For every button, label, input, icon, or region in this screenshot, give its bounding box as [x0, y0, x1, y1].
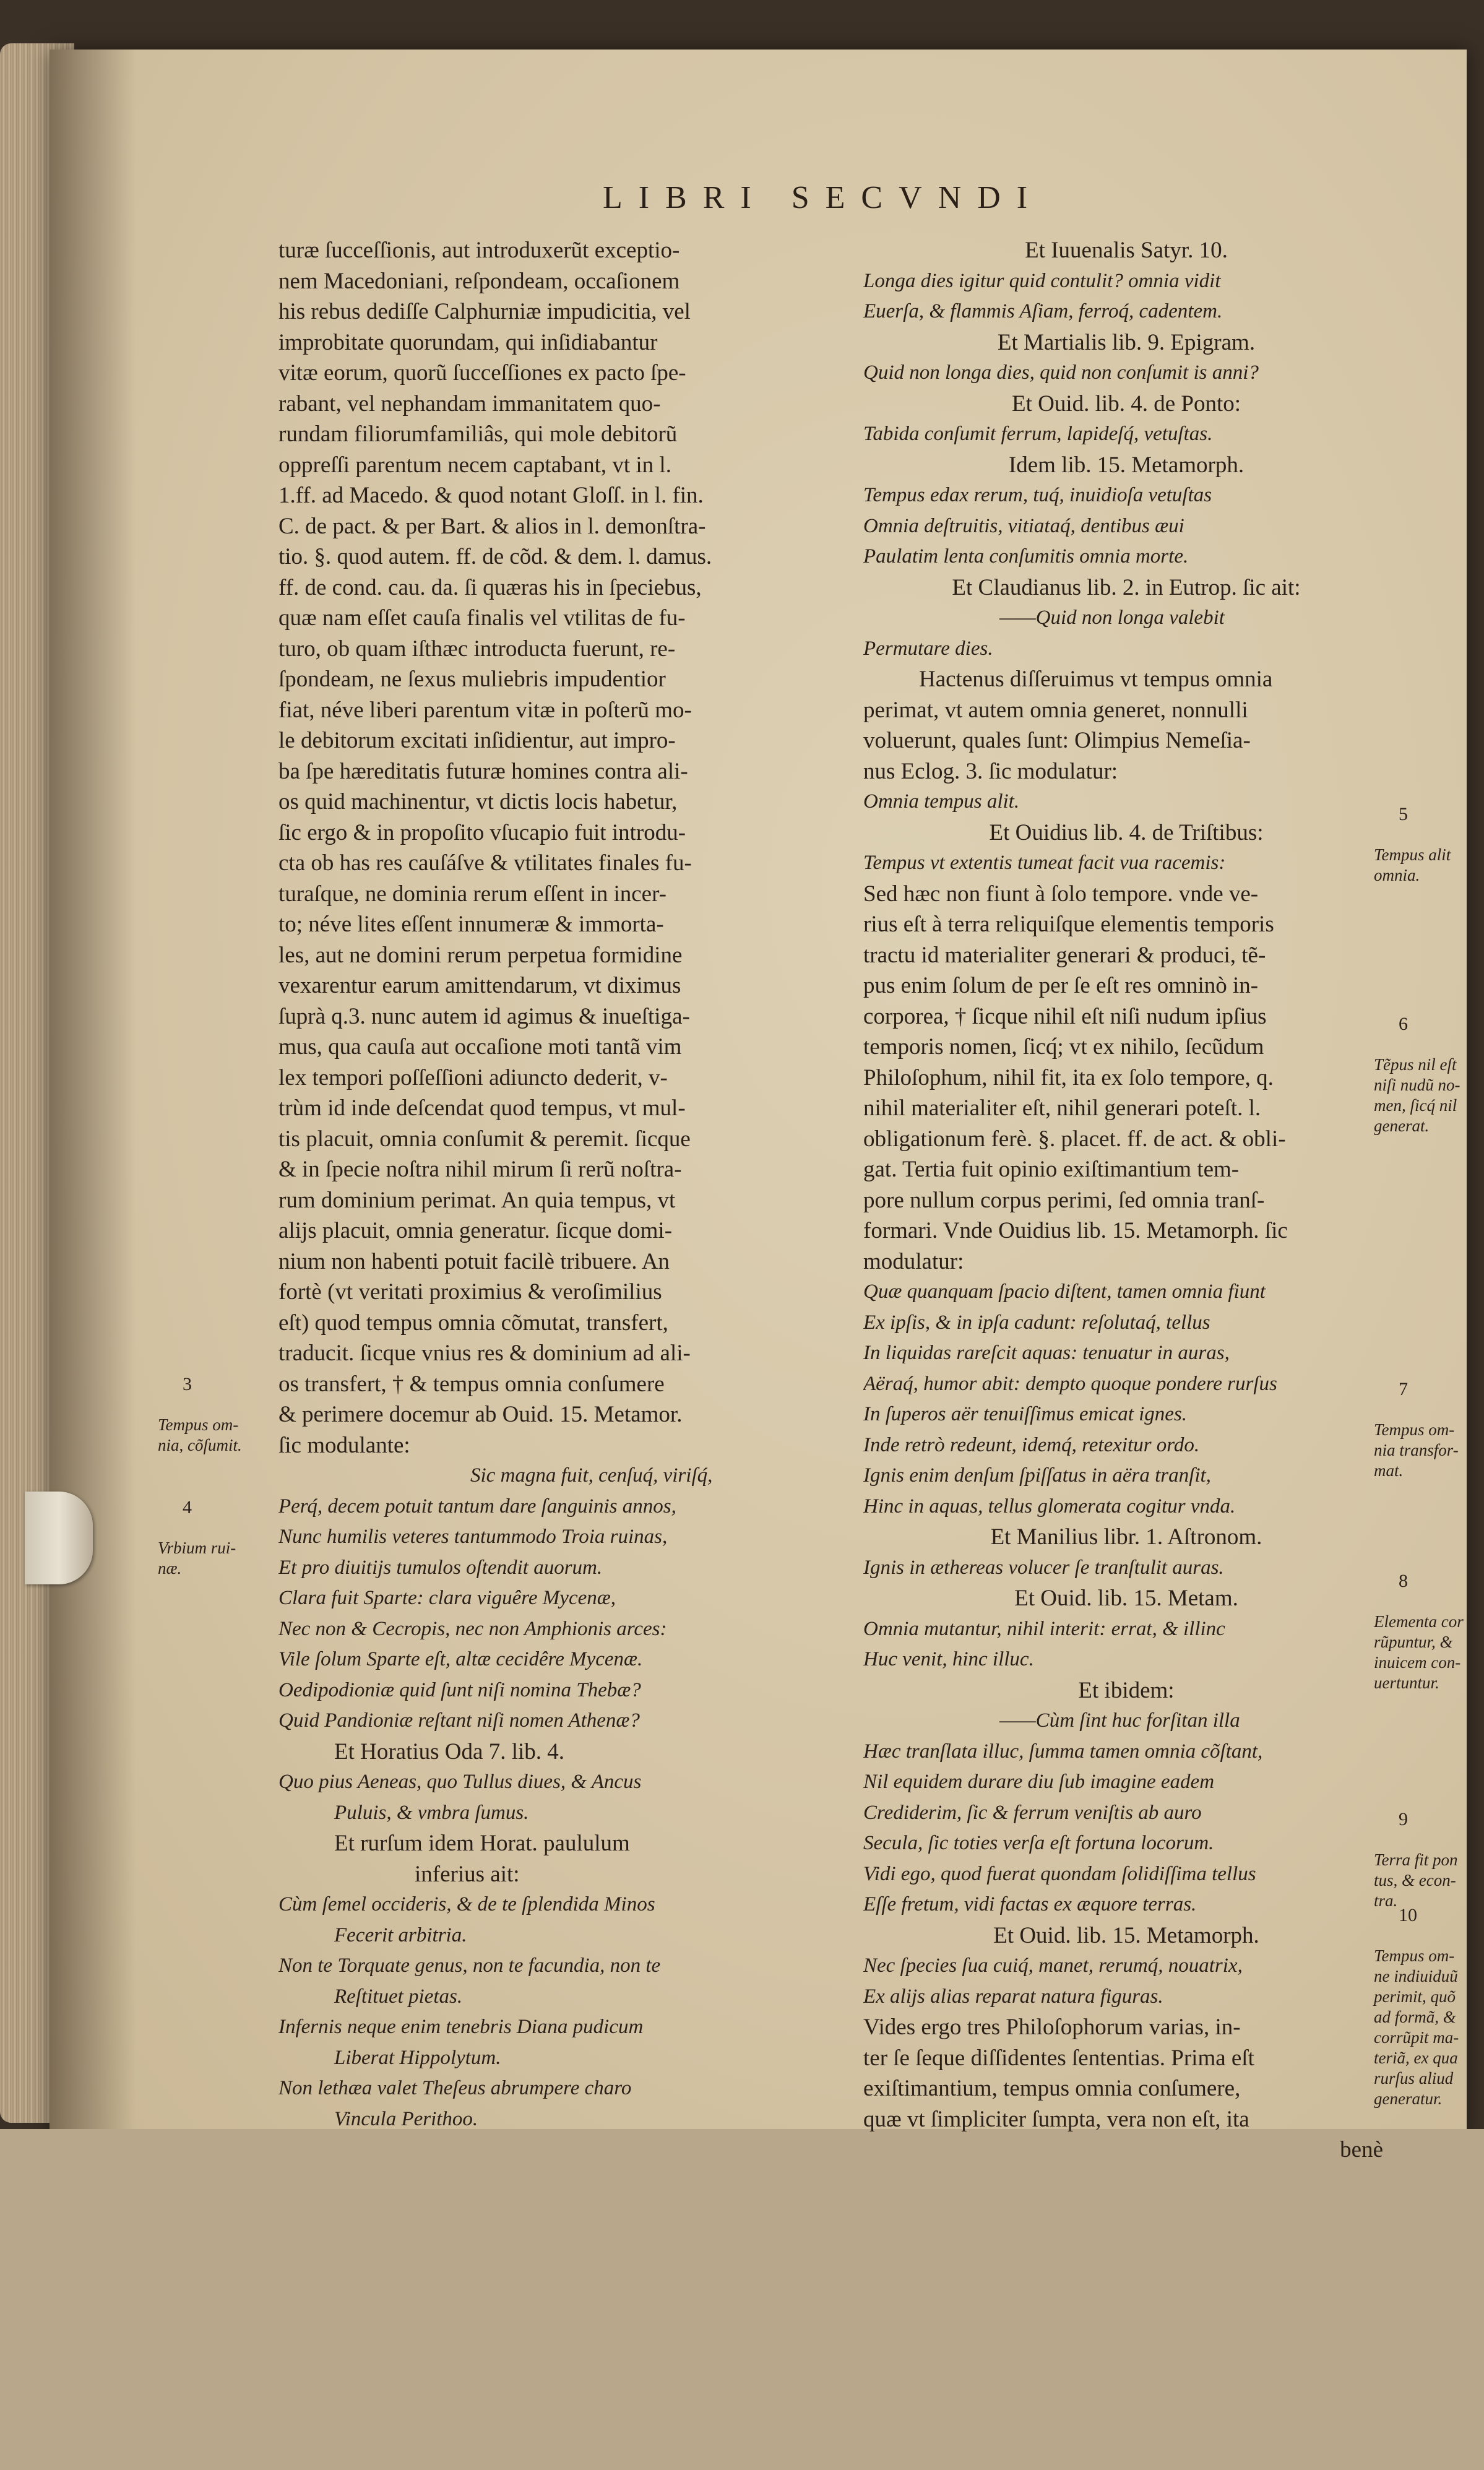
text-line: exiſtimantium, tempus omnia conſumere,: [863, 2076, 1241, 2101]
text-line: Tabida conſumit ferrum, lapideſq́, vetuſtas.: [863, 423, 1213, 445]
text-line: Longa dies igitur quid contulit? omnia vidit: [863, 269, 1221, 292]
text-line: ſic ergo & in propoſito vſucapio fuit introdu-: [278, 819, 686, 845]
text-line: formari. Vnde Ouidius lib. 15. Metamorph. ſic: [863, 1218, 1288, 1243]
note-text: Tempus alit omnia.: [1374, 845, 1451, 884]
text-line: trùm id inde deſcendat quod tempus, vt mul-: [278, 1095, 686, 1121]
text-line: quæ vt ſimpliciter ſumpta, vera non eſt, ita: [863, 2106, 1249, 2132]
text-line: ba ſpe hæreditatis futuræ homines contra ali-: [278, 758, 688, 784]
text-line: oppreſſi parentum necem captabant, vt in l.: [278, 452, 671, 478]
text-line: nium non habenti potuit facilè tribuere. An: [278, 1248, 670, 1274]
text-line: Paulatim lenta conſumitis omnia morte.: [863, 545, 1189, 568]
note-number: 3: [183, 1374, 192, 1394]
text-line: modulatur:: [863, 1248, 964, 1274]
text-line: Tempus vt extentis tumeat facit vua racemis:: [863, 852, 1226, 874]
text-line: pus enim ſolum de per ſe eſt res omninò in-: [863, 973, 1259, 998]
text-line: C. de pact. & per Bart. & alios in l. demonſtra-: [278, 513, 706, 539]
text-line: Aëraq́, humor abit: dempto quoque pondere rurſus: [863, 1372, 1277, 1395]
text-line: Quæ quanquam ſpacio diſtent, tamen omnia fiunt: [863, 1280, 1266, 1303]
text-line: Et Ouid. lib. 15. Metamorph.: [993, 1922, 1259, 1948]
text-line: 1.ff. ad Macedo. & quod notant Gloſſ. in l. fin.: [278, 483, 704, 508]
text-line: In ſuperos aër tenuiſſimus emicat ignes.: [863, 1403, 1188, 1425]
text-line: fortè (vt veritati proximius & veroſimilius: [278, 1279, 662, 1305]
note-text: Tempus om- nia transfor- mat.: [1374, 1420, 1459, 1480]
text-line: gat. Tertia fuit opinio exiſtimantium tem-: [863, 1157, 1240, 1182]
note-text: Tempus om- ne indiuiduũ perimit, quõ ad formã, & corrũpit ma- teriã, ex qua rurſus aliud generatur.: [1374, 1946, 1459, 2108]
text-line: Clara fuit Sparte: clara viguêre Mycenæ,: [278, 1587, 616, 1609]
note-number: 9: [1399, 1809, 1408, 1829]
text-line: lex tempori poſſeſſioni adiuncto dederit, v-: [278, 1064, 668, 1090]
text-line: rundam filiorumfamiliâs, qui mole debitorũ: [278, 421, 678, 447]
text-line: improbitate quorundam, qui inſidiabantur: [278, 329, 658, 355]
text-line: Vidi ego, quod fuerat quondam ſolidiſſima tellus: [863, 1862, 1256, 1885]
text-line: quæ nam eſſet cauſa finalis vel vtilitas de fu-: [278, 605, 686, 631]
page-clip: [25, 1492, 93, 1584]
text-line: Ex ipſis, & in ipſa cadunt: reſolutaq́, tellus: [863, 1311, 1210, 1334]
text-line: temporis nomen, ſicq́; vt ex nihilo, ſecũdum: [863, 1034, 1264, 1060]
text-line: tractu id materialiter generari & produci, tẽ-: [863, 942, 1266, 968]
text-line: ter ſe ſeque diſſidentes ſententias. Prima eſt: [863, 2045, 1254, 2071]
text-line: Non te Torquate genus, non te facundia, non te: [278, 1954, 661, 1977]
text-line: ——Quid non longa valebit: [999, 607, 1225, 629]
text-line: inferius ait:: [415, 1861, 520, 1887]
text-line: vexarentur earum amittendarum, vt diximus: [278, 973, 681, 998]
text-line: Hinc in aquas, tellus glomerata cogitur vnda.: [863, 1495, 1236, 1518]
text-line: os quid machinentur, vt dictis locis habetur,: [278, 789, 678, 814]
text-line: Tempus edax rerum, tuq́, inuidioſa vetuſtas: [863, 484, 1212, 506]
note-number: 5: [1399, 804, 1408, 824]
text-line: Omnia deſtruitis, vitiataq́, dentibus æui: [863, 514, 1184, 537]
text-line: Philoſophum, nihil fit, ita ex ſolo tempore, q.: [863, 1064, 1274, 1090]
text-line: Quid non longa dies, quid non conſumit is anni?: [863, 361, 1259, 384]
text-line: Et rurſum idem Horat. paululum: [334, 1831, 630, 1856]
text-line: eſt) quod tempus omnia cõmutat, transfert,: [278, 1310, 668, 1336]
text-line: vitæ eorum, quorũ ſucceſſiones ex pacto ſpe-: [278, 360, 686, 386]
text-line: ff. de cond. cau. da. ſi quæras his in ſpeciebus,: [278, 574, 702, 600]
margin-note-7: [1374, 1358, 1476, 1481]
text-line: Reſtituet pietas.: [334, 1985, 463, 2008]
text-line: Crediderim, ſic & ferrum veniſtis ab auro: [863, 1801, 1202, 1824]
text-line: Puluis, & vmbra ſumus.: [334, 1801, 529, 1824]
text-line: nem Macedoniani, reſpondeam, occaſionem: [278, 268, 680, 294]
text-line: obligationum ferè. §. placet. ff. de act. & obli-: [863, 1126, 1286, 1152]
text-line: rum dominium perimat. An quia tempus, vt: [278, 1187, 676, 1213]
text-line: In liquidas rareſcit aquas: tenuatur in auras,: [863, 1342, 1230, 1364]
text-line: le debitorum excitati inſidientur, aut impro-: [278, 728, 676, 753]
note-number: 6: [1399, 1014, 1408, 1034]
text-line: Et pro diuitijs tumulos oſtendit auorum.: [278, 1556, 603, 1579]
text-line: Non lethæa valet Theſeus abrumpere charo: [278, 2077, 632, 2099]
note-text: Tempus om- nia, cõſumit.: [158, 1415, 242, 1454]
text-line: Perq́, decem potuit tantum dare ſanguinis annos,: [278, 1495, 676, 1518]
text-line: les, aut ne domini rerum perpetua formidine: [278, 942, 683, 968]
text-line: benè: [1340, 2137, 1383, 2162]
text-line: Quo pius Aeneas, quo Tullus diues, & Ancus: [278, 1771, 642, 1793]
text-line: Hactenus diſſeruimus vt tempus omnia: [919, 667, 1273, 692]
note-number: 7: [1399, 1379, 1408, 1399]
text-line: Secula, ſic toties verſa eſt fortuna locorum.: [863, 1832, 1214, 1854]
text-line: Fecerit arbitria.: [334, 1924, 467, 1946]
text-line: Et Ouidius lib. 4. de Triſtibus:: [989, 819, 1264, 845]
text-line: ——Cùm ſint huc forſitan illa: [999, 1709, 1240, 1732]
text-line: Et Ouid. lib. 15. Metam.: [1014, 1586, 1238, 1611]
text-line: & perimere docemur ab Ouid. 15. Metamor.: [278, 1402, 683, 1427]
margin-note-6: [1374, 993, 1476, 1136]
text-line: ſic modulante:: [278, 1432, 410, 1458]
text-line: turaſque, ne dominia rerum eſſent in incer-: [278, 881, 667, 907]
text-line: nihil materialiter eſt, nihil generari poteſt. l.: [863, 1095, 1261, 1121]
text-line: traducit. ſicque vnius res & dominium ad ali-: [278, 1341, 691, 1366]
text-line: Vincula Perithoo.: [334, 2107, 478, 2130]
running-head: LIBRI SECVNDI: [602, 180, 1044, 215]
text-line: Idem lib. 15. Metamorph.: [1008, 452, 1245, 478]
text-line: alijs placuit, omnia generatur. ſicque domi-: [278, 1218, 673, 1243]
text-line: Nil equidem durare diu ſub imagine eadem: [863, 1771, 1215, 1793]
margin-note-3: [158, 1354, 282, 1456]
table-surface: [0, 2129, 1484, 2470]
note-text: Terra fit pon tus, & econ- tra.: [1374, 1850, 1458, 1910]
text-line: Huc venit, hinc illuc.: [863, 1648, 1034, 1670]
right-text-column: [863, 235, 1389, 2166]
margin-note-8: [1374, 1550, 1476, 1693]
text-line: Sed hæc non fiunt à ſolo tempore. vnde ve-: [863, 881, 1259, 907]
text-line: Et Horatius Oda 7. lib. 4.: [334, 1738, 565, 1764]
text-line: Nec ſpecies ſua cuiq́, manet, rerumq́, nouatrix,: [863, 1954, 1243, 1977]
text-line: Sic magna fuit, cenſuq́, viriſq́,: [470, 1464, 713, 1487]
note-text: Elementa cor rũpuntur, & inuicem con- uertuntur.: [1374, 1612, 1464, 1692]
text-line: ſuprà q.3. nunc autem id agimus & inueſtiga-: [278, 1003, 690, 1029]
left-text-column: [278, 235, 848, 2135]
text-line: Hæc tranſlata illuc, ſumma tamen omnia cõſtant,: [863, 1740, 1263, 1763]
text-line: Et Iuuenalis Satyr. 10.: [1025, 238, 1228, 263]
text-line: rius eſt à terra reliquiſque elementis temporis: [863, 912, 1274, 937]
text-line: fiat, néve liberi parentum vitæ in poſterũ mo-: [278, 697, 692, 723]
text-line: Eſſe fretum, vidi factas ex æquore terras.: [863, 1893, 1197, 1915]
text-line: pore nullum corpus perimi, ſed omnia tranſ-: [863, 1187, 1265, 1213]
text-line: Permutare dies.: [863, 637, 993, 660]
text-line: Nec non & Cecropis, nec non Amphionis arces:: [278, 1617, 667, 1640]
text-line: Infernis neque enim tenebris Diana pudicum: [278, 2016, 644, 2038]
text-line: mus, qua cauſa aut occaſione moti tantã vim: [278, 1034, 682, 1060]
text-line: Ex alijs alias reparat natura figuras.: [863, 1985, 1163, 2008]
text-line: Ignis enim denſum ſpiſſatus in aëra tranſit,: [863, 1464, 1211, 1487]
text-line: & in ſpecie noſtra nihil mirum ſi rerũ noſtra-: [278, 1157, 682, 1182]
text-line: os transfert, † & tempus omnia conſumere: [278, 1371, 665, 1397]
text-line: turæ ſucceſſionis, aut introduxerũt exceptio-: [278, 238, 680, 263]
text-line: Et Manilius libr. 1. Aſtronom.: [990, 1524, 1262, 1550]
gutter-shadow: [50, 50, 136, 2141]
text-line: turo, ob quam iſthæc introducta fuerunt, re-: [278, 636, 676, 662]
note-text: Tẽpus nil eſt niſi nudũ no- men, ſicq́ nil generat.: [1374, 1055, 1460, 1135]
text-line: corporea, † ſicque nihil eſt niſi nudum ipſius: [863, 1003, 1267, 1029]
margin-note-5: [1374, 784, 1476, 886]
text-line: Et Ouid. lib. 4. de Ponto:: [1012, 391, 1241, 417]
note-text: Vrbium rui- næ.: [158, 1539, 236, 1578]
text-line: Vile ſolum Sparte eſt, altæ cecidêre Mycenæ.: [278, 1648, 643, 1670]
text-line: nus Eclog. 3. ſic modulatur:: [863, 758, 1118, 784]
text-line: voluerunt, quales ſunt: Olimpius Nemeſia-: [863, 728, 1251, 753]
text-line: Euerſa, & flammis Aſiam, ferroq́, cadentem.: [863, 300, 1223, 322]
margin-note-10: [1374, 1885, 1476, 2109]
note-number: 10: [1399, 1905, 1417, 1925]
note-number: 8: [1399, 1571, 1408, 1591]
text-line: rabant, vel nephandam immanitatem quo-: [278, 391, 661, 417]
text-line: Et Claudianus lib. 2. in Eutrop. ſic ait:: [952, 574, 1301, 600]
text-line: Nunc humilis veteres tantummodo Troia ruinas,: [278, 1526, 668, 1548]
text-line: Inde retrò redeunt, idemq́, retexitur ordo.: [863, 1433, 1200, 1456]
text-line: Liberat Hippolytum.: [334, 2046, 501, 2069]
text-line: tis placuit, omnia conſumit & peremit. ſicque: [278, 1126, 691, 1152]
text-line: Et Martialis lib. 9. Epigram.: [997, 329, 1256, 355]
text-line: Quid Pandioniæ reſtant niſi nomen Athenæ?: [278, 1709, 640, 1732]
text-line: ſpondeam, ne ſexus muliebris impudentior: [278, 667, 666, 692]
text-line: Omnia mutantur, nihil interit: errat, & illinc: [863, 1617, 1225, 1640]
note-number: 4: [183, 1497, 192, 1518]
text-line: his rebus dediſſe Calphurniæ impudicitia, vel: [278, 299, 691, 324]
text-line: Vides ergo tres Philoſophorum varias, in-: [863, 2014, 1241, 2040]
text-line: cta ob has res cauſáſve & vtilitates finales fu-: [278, 850, 692, 876]
margin-note-4: [158, 1477, 282, 1579]
text-line: Ignis in æthereas volucer ſe tranſtulit auras.: [863, 1556, 1224, 1579]
text-line: Oedipodioniæ quid ſunt niſi nomina Thebæ?: [278, 1678, 641, 1701]
text-line: Omnia tempus alit.: [863, 790, 1020, 813]
text-line: to; néve lites eſſent innumeræ & immorta-: [278, 912, 664, 937]
text-line: perimat, vt autem omnia generet, nonnulli: [863, 697, 1248, 723]
text-line: Et ibidem:: [1078, 1677, 1175, 1703]
text-line: Cùm ſemel occideris, & de te ſplendida Minos: [278, 1893, 655, 1915]
text-line: tio. §. quod autem. ff. de cõd. & dem. l. damus.: [278, 544, 712, 569]
